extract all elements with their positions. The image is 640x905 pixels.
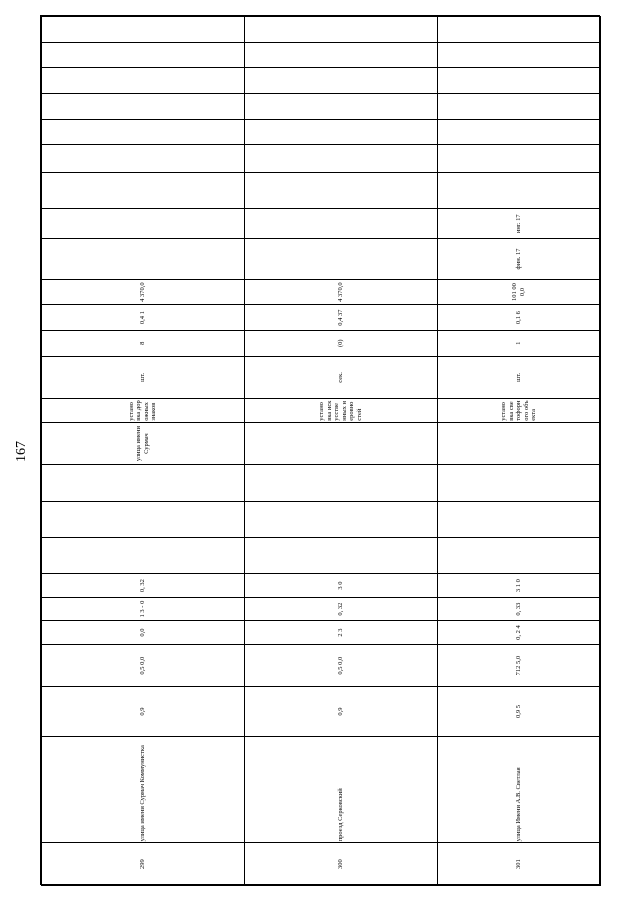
value-d: 3 0 [244, 574, 437, 597]
value-g [437, 465, 600, 501]
work-v1: 0,4 37 [244, 305, 437, 331]
empty-cell [437, 173, 600, 209]
value-f [42, 501, 245, 537]
work-qty: 8 [42, 330, 245, 356]
work-type: установка искусственных неровностей [244, 399, 437, 422]
value-c: 0, 32 [244, 597, 437, 620]
empty-cell [244, 145, 437, 173]
row-number: 301 [437, 843, 600, 886]
street-ref: улица имени Сурмач [42, 422, 245, 465]
work-type: установка светофорного объекта [437, 399, 600, 422]
fin-cell: фин. 17 [437, 239, 600, 280]
work-v2: 4 370,0 [42, 279, 245, 305]
work-v1: 0,1 6 [437, 305, 600, 331]
value-b: 2 3 [244, 621, 437, 644]
fin-cell [244, 209, 437, 239]
area-value: 0,5 0,0 [244, 644, 437, 687]
empty-cell [244, 17, 437, 43]
value-e [437, 538, 600, 574]
length-value: 0,9 [42, 687, 245, 736]
table-row [437, 17, 600, 886]
empty-cell [437, 17, 600, 43]
work-type: установка дорожных знаков [42, 399, 245, 422]
row-number: 299 [42, 843, 245, 886]
street-ref [437, 422, 600, 465]
fin-cell: инг. 17 [437, 209, 600, 239]
work-v2: 101 000,0 [437, 279, 600, 305]
value-b: 0, 2 4 [437, 621, 600, 644]
street-ref [244, 422, 437, 465]
work-v2: 4 370,0 [244, 279, 437, 305]
fin-cell [244, 239, 437, 280]
empty-cell [42, 173, 245, 209]
work-units: шт. [437, 356, 600, 399]
value-e [42, 538, 245, 574]
empty-cell [437, 119, 600, 145]
street-name: проезд Серковский [244, 736, 437, 843]
value-e [244, 538, 437, 574]
empty-cell [244, 68, 437, 94]
work-qty: 1 [437, 330, 600, 356]
length-value: 0,9 5 [437, 687, 600, 736]
empty-cell [42, 145, 245, 173]
value-d: 0, 32 [42, 574, 245, 597]
street-name: улица Имени А.В. Светлая [437, 736, 600, 843]
value-c: 0, 33 [437, 597, 600, 620]
value-b: 0,0 [42, 621, 245, 644]
value-f [244, 501, 437, 537]
value-f [437, 501, 600, 537]
page-number-text: 167 [14, 441, 29, 462]
value-d: 3 1 0 [437, 574, 600, 597]
work-units: шт. [42, 356, 245, 399]
empty-cell [244, 119, 437, 145]
empty-cell [437, 145, 600, 173]
value-c: 1 3 - 0 [42, 597, 245, 620]
register-grid [41, 16, 601, 886]
empty-cell [437, 94, 600, 120]
empty-cell [244, 42, 437, 68]
table-row [244, 17, 437, 886]
row-number: 300 [244, 843, 437, 886]
empty-cell [244, 94, 437, 120]
street-name: улица имени Сурмач Коммунистка [42, 736, 245, 843]
empty-cell [42, 42, 245, 68]
fin-cell [42, 239, 245, 280]
empty-cell [437, 68, 600, 94]
area-value: 712 5,0 [437, 644, 600, 687]
value-g [244, 465, 437, 501]
table-row [42, 17, 245, 886]
empty-cell [42, 94, 245, 120]
register-table [40, 15, 600, 885]
register-table-rotated [41, 16, 601, 886]
value-g [42, 465, 245, 501]
fin-cell [42, 209, 245, 239]
empty-cell [42, 119, 245, 145]
work-v1: 0,4 1 [42, 305, 245, 331]
area-value: 0,5 0,0 [42, 644, 245, 687]
empty-cell [244, 173, 437, 209]
empty-cell [42, 17, 245, 43]
empty-cell [42, 68, 245, 94]
length-value: 0,9 [244, 687, 437, 736]
work-units: сек. [244, 356, 437, 399]
work-qty: (0) [244, 330, 437, 356]
empty-cell [437, 42, 600, 68]
